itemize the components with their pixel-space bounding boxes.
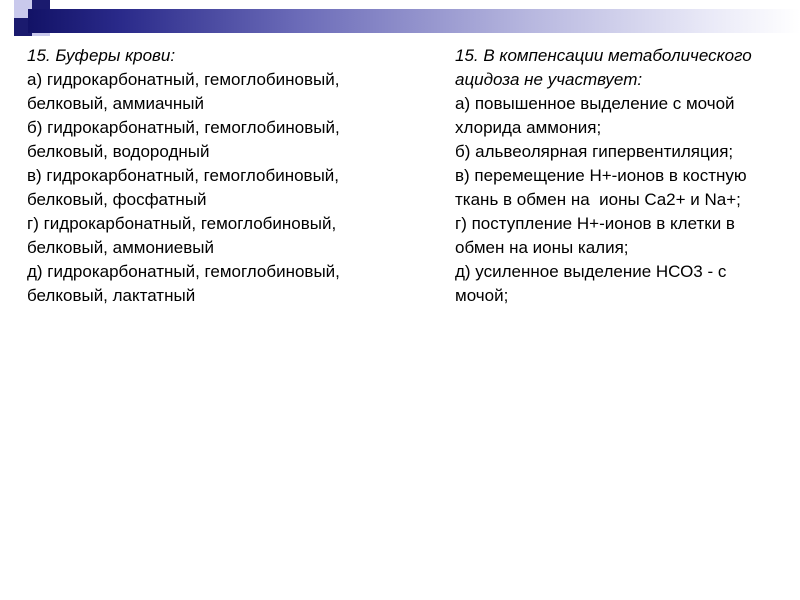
right-option-e: д) усиленное выделение НСО3 - с мочой; [455, 262, 732, 305]
left-option-c: в) гидрокарбонатный, гемоглобиновый, белковый, фосфатный [27, 166, 344, 209]
right-question-title: 15. В компенсации метаболического ацидоза не участвует: [455, 46, 752, 89]
right-option-a: а) повышенное выделение с мочой хлорида аммония; [455, 94, 740, 137]
right-question-block [455, 44, 775, 308]
left-option-b: б) гидрокарбонатный, гемоглобиновый, белковый, водородный [27, 118, 345, 161]
right-option-c: в) перемещение Н+-ионов в костную ткань в обмен на ионы Ca2+ и Na+; [455, 166, 752, 209]
left-option-a: а) гидрокарбонатный, гемоглобиновый, белковый, аммиачный [27, 70, 345, 113]
right-option-b: б) альвеолярная гипервентиляция; [455, 142, 734, 161]
left-option-e: д) гидрокарбонатный, гемоглобиновый, белковый, лактатный [27, 262, 345, 305]
left-question-title: 15. Буферы крови: [27, 46, 176, 65]
header-gradient-bar [28, 9, 800, 33]
left-option-d: г) гидрокарбонатный, гемоглобиновый, белковый, аммониевый [27, 214, 341, 257]
right-option-d: г) поступление Н+-ионов в клетки в обмен на ионы калия; [455, 214, 740, 257]
left-question-block [27, 44, 412, 308]
